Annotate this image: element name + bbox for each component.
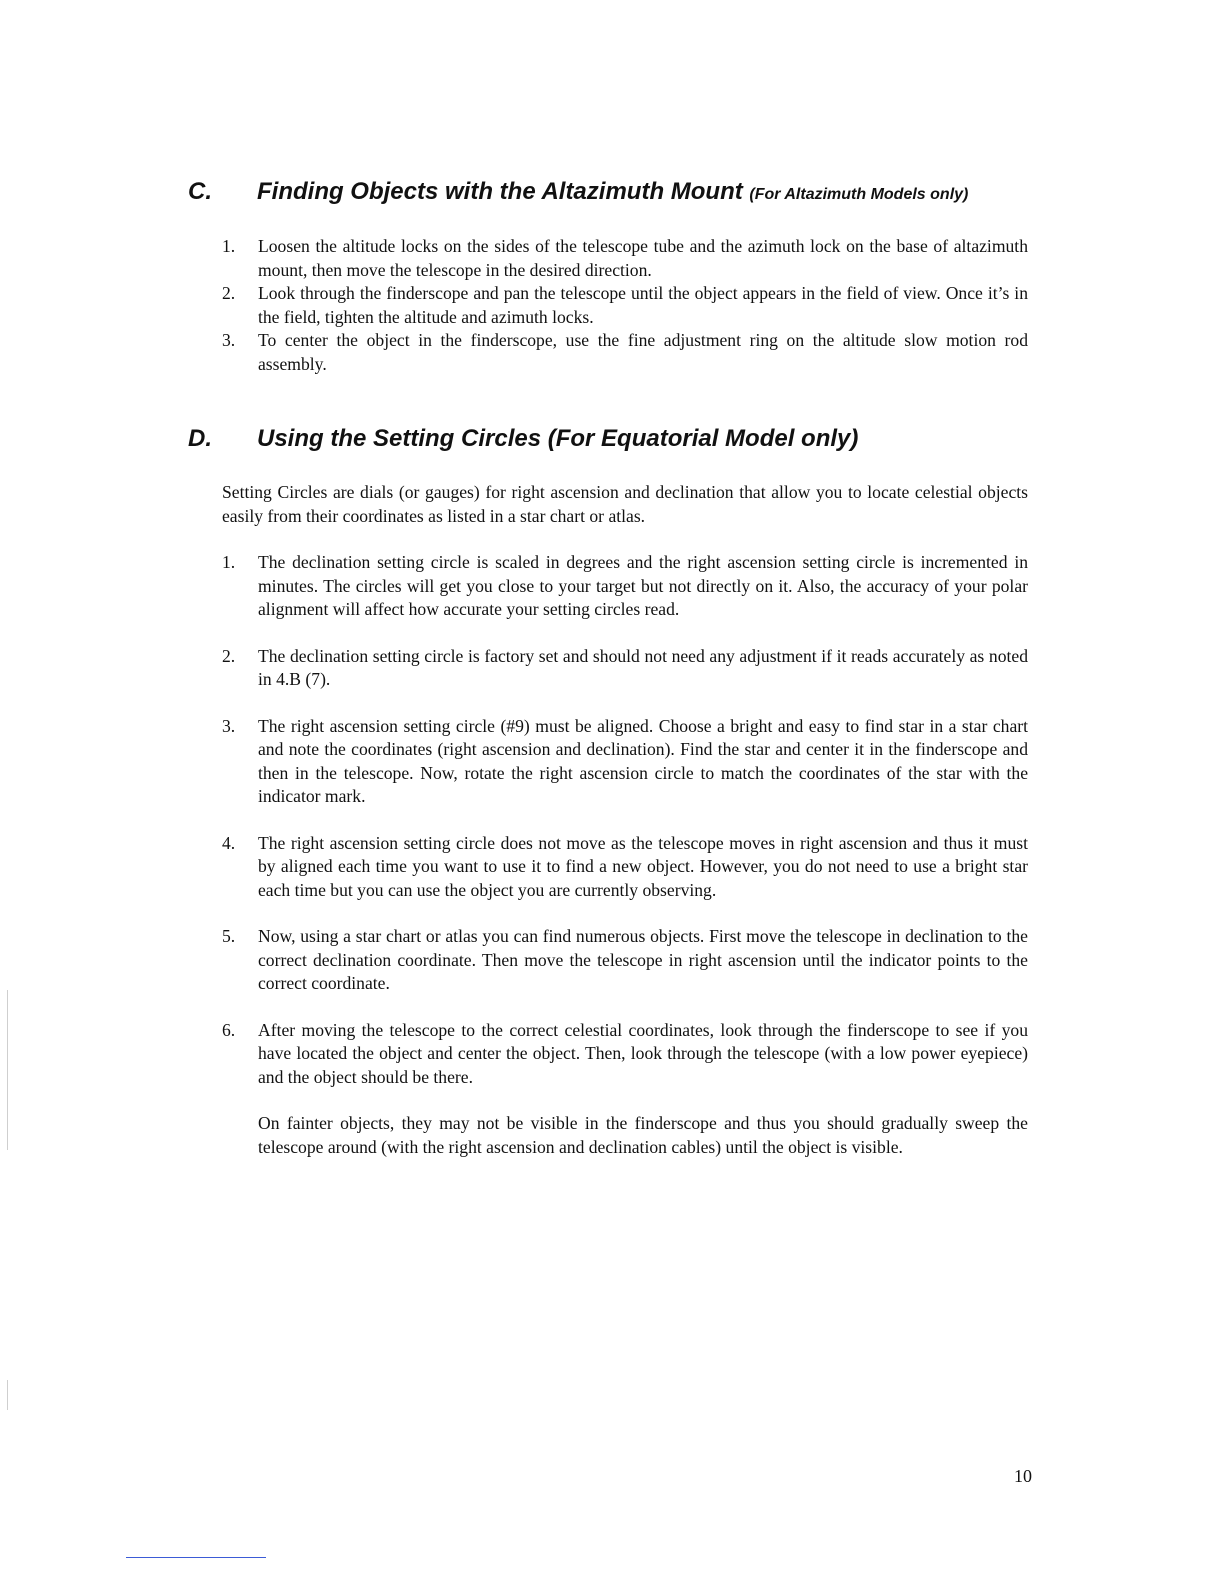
item-number: 3. xyxy=(222,330,236,350)
section-c-letter: C. xyxy=(188,178,212,205)
item-number: 5. xyxy=(222,926,236,946)
list-item xyxy=(0,925,1224,996)
section-c-title: Finding Objects with the Altazimuth Mount xyxy=(257,178,743,205)
list-item xyxy=(0,329,1224,376)
list-item xyxy=(0,235,1224,282)
section-d-intro: Setting Circles are dials (or gauges) for right ascension and declination that allow you to locate celestial objects easily from their coordinates as listed in a star chart or atlas. xyxy=(222,482,1028,526)
list-item xyxy=(0,1019,1224,1090)
list-item-note xyxy=(0,1112,1224,1159)
list-item xyxy=(0,282,1224,329)
page-number: 10 xyxy=(1014,1466,1032,1486)
item-text: The declination setting circle is scaled in degrees and the right ascension setting circle is incremented in minutes. The circles will get you close to your target but not directly on it. Also, the accuracy of your polar alignment will affect how accurate your setting circles read. xyxy=(258,552,1028,619)
item-number: 6. xyxy=(222,1019,236,1040)
item-text: To center the object in the finderscope, use the fine adjustment ring on the altitude slow motion rod assembly. xyxy=(258,330,1028,374)
section-d-title: Using the Setting Circles (For Equatorial Model only) xyxy=(257,425,859,452)
item-text: The declination setting circle is factory set and should not need any adjustment if it reads accurately as noted in 4.B (7). xyxy=(258,645,1028,689)
item-number: 2. xyxy=(222,283,236,303)
section-d-letter: D. xyxy=(188,425,212,452)
list-item xyxy=(0,715,1224,809)
section-c-list xyxy=(0,235,1224,376)
section-d-list xyxy=(0,551,1224,1159)
item-text: The right ascension setting circle does not move as the telescope moves in right ascension and thus it must by aligned each time you want to use it to find a new object. However, you do not need to use a bright star each time but you can use the object you are currently observing. xyxy=(258,832,1028,900)
item-text: Now, using a star chart or atlas you can find numerous objects. First move the telescope in declination to the correct declination coordinate. Then move the telescope in right ascension until the indicator points to the correct coordinate. xyxy=(258,926,1028,993)
item-number: 4. xyxy=(222,832,236,853)
item-number: 1. xyxy=(222,236,236,256)
item-number: 1. xyxy=(222,552,236,572)
scan-edge-mark xyxy=(7,1380,8,1410)
list-item xyxy=(0,551,1224,622)
item-text: Look through the finderscope and pan the telescope until the object appears in the field of view. Once it’s in the field, tighten the altitude and azimuth locks. xyxy=(258,283,1028,327)
list-item xyxy=(0,832,1224,903)
scan-edge-mark xyxy=(7,990,8,1150)
item-text: The right ascension setting circle (#9) must be aligned. Choose a bright and easy to find star in a star chart and note the coordinates (right ascension and declination). Find the star and center it in the finderscope and then in the telescope. Now, rotate the right ascension circle to match the coordinates of the star with the indicator mark. xyxy=(258,715,1028,806)
item-text: After moving the telescope to the correct celestial coordinates, look through the finderscope to see if you have located the object and center the object. Then, look through the telescope (with a low power eyepiece) and the object should be there. xyxy=(258,1019,1028,1087)
footer-rule xyxy=(126,1557,266,1558)
item-number: 3. xyxy=(222,715,236,736)
section-d-note: On fainter objects, they may not be visible in the finderscope and thus you should gradually sweep the telescope around (with the right ascension and declination cables) until the object is visible. xyxy=(258,1113,1028,1157)
item-number: 2. xyxy=(222,645,236,666)
item-text: Loosen the altitude locks on the sides of the telescope tube and the azimuth lock on the base of altazimuth mount, then move the telescope in the desired direction. xyxy=(258,236,1028,280)
section-c-subtitle: (For Altazimuth Models only) xyxy=(749,186,969,203)
section-c-title-wrap xyxy=(257,178,968,206)
list-item xyxy=(0,645,1224,692)
